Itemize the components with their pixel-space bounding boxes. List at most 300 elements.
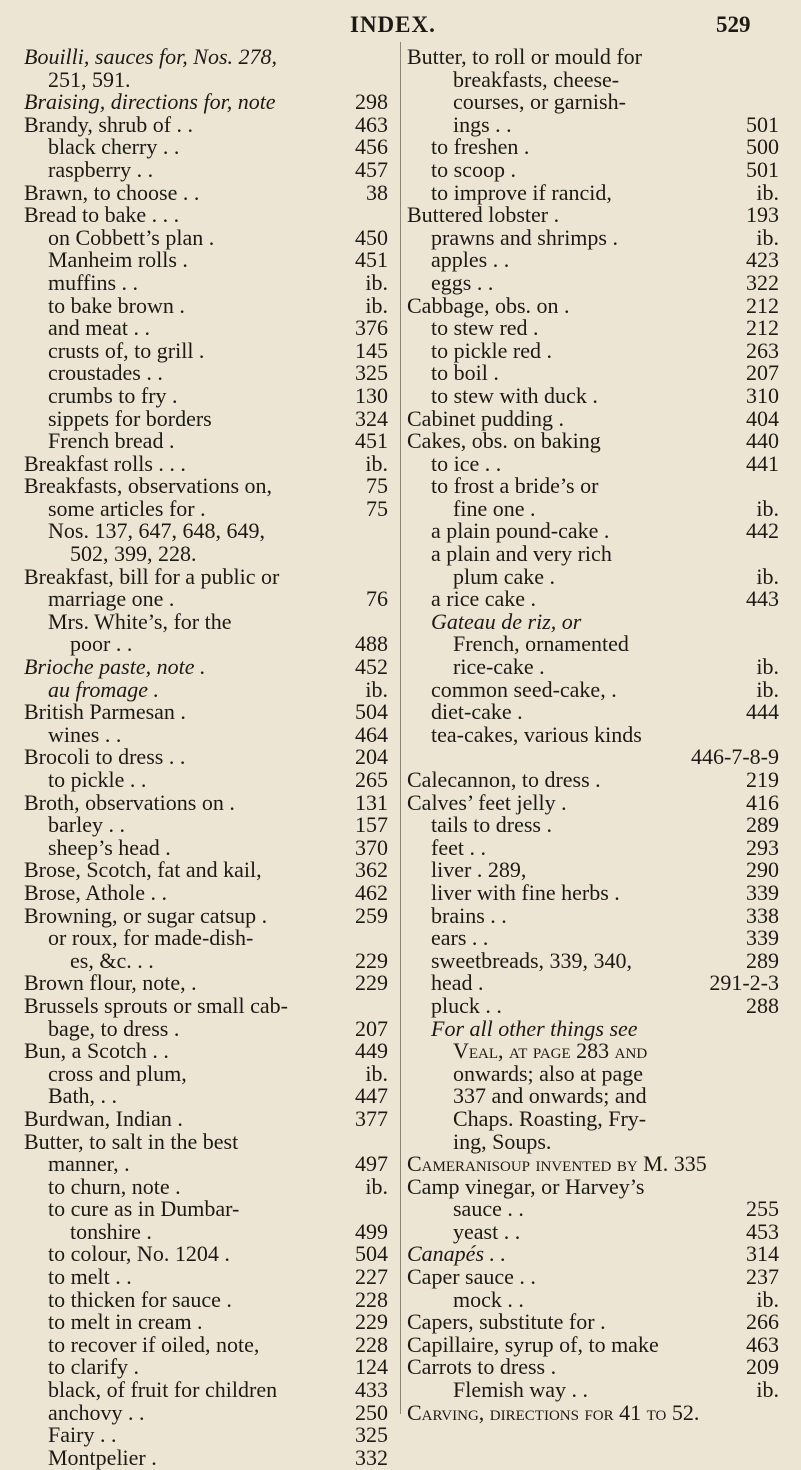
index-entry — [24, 992, 388, 1018]
index-entry-page: 204 — [355, 744, 388, 770]
index-entry-page: 322 — [746, 269, 779, 295]
index-entry-text: raspberry . . — [48, 156, 154, 182]
index-entry-page: 362 — [355, 857, 388, 883]
index-entry-page: 451 — [355, 247, 388, 273]
index-entry-text: a rice cake . — [431, 586, 537, 612]
index-entry — [24, 111, 388, 137]
index-entry — [407, 769, 779, 792]
index-entry-text: onwards; also at page — [453, 1060, 643, 1086]
index-entry-page: 38 — [366, 179, 388, 205]
index-entry-text: feet . . — [431, 834, 486, 860]
index-entry-page: 325 — [355, 360, 388, 386]
index-entry-text: to ice . . — [431, 450, 502, 476]
index-entry — [407, 269, 779, 295]
index-entry-text: pluck . . — [431, 992, 502, 1018]
index-entry-text: au fromage . — [48, 676, 160, 702]
index-entry-text: Gateau de riz, or — [431, 608, 582, 634]
index-entry-text: cross and plum, — [48, 1060, 187, 1086]
index-entry — [407, 1356, 779, 1379]
index-entry-page: 193 — [746, 202, 779, 228]
index-entry — [24, 879, 388, 905]
index-entry-text: to colour, No. 1204 . — [48, 1241, 230, 1267]
index-entry-text: Chaps. Roasting, Fry- — [453, 1105, 647, 1131]
index-entry-text: Canapés . . — [407, 1241, 506, 1267]
index-entry — [407, 676, 779, 702]
index-entry-page: 325 — [355, 1422, 388, 1448]
index-entry-text: tea-cakes, various kinds — [431, 721, 642, 747]
index-entry — [24, 1040, 388, 1063]
index-entry-text: a plain pound-cake . — [431, 518, 610, 544]
index-entry-text: Butter, to salt in the best — [24, 1128, 239, 1154]
index-entry — [407, 1311, 779, 1334]
index-entry — [407, 543, 779, 566]
index-entry-text: sheep’s head . — [48, 834, 171, 860]
index-entry-page: 504 — [355, 1241, 388, 1267]
index-entry-page: 338 — [746, 902, 779, 928]
index-entry-page: ib. — [756, 1377, 779, 1403]
index-entry-page: 446-7-8-9 — [691, 744, 779, 770]
index-entry-text: to boil . — [431, 360, 499, 386]
index-entry-text: mock . . — [453, 1286, 524, 1312]
index-entry-text: liver with fine herbs . — [431, 879, 620, 905]
index-entry-text: Capers, substitute for . — [407, 1309, 606, 1335]
index-entry — [407, 204, 779, 227]
index-entry-text: head . — [431, 970, 484, 996]
index-entry — [24, 520, 388, 543]
index-entry-text: Cakes, obs. on baking — [407, 428, 601, 454]
index-entry-text: 251, 591. — [48, 66, 131, 92]
index-entry-text: marriage one . — [48, 586, 175, 612]
index-entry — [24, 1198, 388, 1221]
index-entry — [24, 608, 388, 634]
index-entry — [407, 927, 779, 950]
index-entry — [407, 859, 779, 882]
index-entry-page: ib. — [756, 676, 779, 702]
index-entry — [24, 224, 388, 250]
index-entry-text: Cabbage, obs. on . — [407, 292, 570, 318]
index-entry-page: ib. — [365, 269, 388, 295]
index-entry — [24, 1173, 388, 1199]
index-entry — [24, 927, 388, 950]
index-entry-page: 423 — [746, 247, 779, 273]
index-entry-text: croustades . . — [48, 360, 163, 386]
index-entry-page: ib. — [365, 1173, 388, 1199]
index-entry — [407, 902, 779, 928]
index-entry-page: 416 — [746, 789, 779, 815]
index-entry-text: Breakfast, bill for a public or — [24, 563, 280, 589]
index-entry-page: 227 — [355, 1264, 388, 1290]
index-entry — [407, 136, 779, 159]
index-entry-text: Camp vinegar, or Harvey’s — [407, 1173, 645, 1199]
index-entry-text: to cure as in Dumbar- — [48, 1196, 240, 1222]
index-entry-text: brains . . — [431, 902, 507, 928]
index-entry-page: 324 — [355, 405, 388, 431]
index-entry-text: Carrots to dress . — [407, 1354, 557, 1380]
index-entry — [407, 608, 779, 634]
index-entry-page: 124 — [355, 1354, 388, 1380]
index-entry-page: ib. — [756, 495, 779, 521]
index-entry-page: 377 — [355, 1105, 388, 1131]
index-entry — [407, 1105, 779, 1131]
index-entry-text: Caper sauce . . — [407, 1264, 536, 1290]
index-entry — [24, 1060, 388, 1086]
index-entry — [24, 1243, 388, 1266]
index-entry-text: For all other things see — [431, 1015, 638, 1041]
index-entry — [407, 992, 779, 1018]
index-entry-text: 502, 399, 228. — [70, 541, 197, 567]
index-entry-text: 337 and onwards; and — [453, 1083, 647, 1109]
index-entry-page: ib. — [365, 450, 388, 476]
index-entry-text: Fairy . . — [48, 1422, 117, 1448]
index-entry-text: Broth, observations on . — [24, 789, 235, 815]
index-entry-text: sauce . . — [453, 1196, 524, 1222]
index-entry-page: 293 — [746, 834, 779, 860]
index-entry — [407, 111, 779, 137]
index-entry — [407, 91, 779, 114]
index-entry-page: 266 — [746, 1309, 779, 1335]
index-entry — [24, 46, 388, 69]
index-entry-page: 298 — [355, 89, 388, 115]
index-entry-page: 449 — [355, 1038, 388, 1064]
page-number: 529 — [716, 12, 751, 37]
index-entry-page: ib. — [756, 179, 779, 205]
index-entry-text: courses, or garnish- — [453, 89, 626, 115]
index-entry — [407, 972, 779, 995]
index-entry-page: 259 — [355, 902, 388, 928]
index-entry — [24, 430, 388, 453]
index-entry-text: Manheim rolls . — [48, 247, 188, 273]
index-entry-page: 500 — [746, 134, 779, 160]
index-entry — [407, 1331, 779, 1357]
index-entry — [24, 1085, 388, 1108]
index-entry-page: 501 — [746, 111, 779, 137]
index-entry — [24, 91, 388, 114]
index-entry-page: 290 — [746, 857, 779, 883]
index-entry-page: 501 — [746, 156, 779, 182]
index-entry-page: 376 — [355, 315, 388, 341]
index-entry-page: 229 — [355, 947, 388, 973]
index-entry — [24, 1218, 388, 1244]
index-entry — [24, 1379, 388, 1402]
index-entry — [407, 947, 779, 973]
index-entry-text: black, of fruit for children — [48, 1377, 278, 1403]
index-entry-page: ib. — [756, 563, 779, 589]
index-entry-text: Buttered lobster . — [407, 202, 560, 228]
index-entry-text: liver . 289, — [431, 857, 527, 883]
index-entry-page: 442 — [746, 518, 779, 544]
index-entry-page: ib. — [756, 1286, 779, 1312]
index-entry-text: Bath, . . — [48, 1083, 118, 1109]
index-entry-text: on Cobbett’s plan . — [48, 224, 215, 250]
index-entry — [24, 701, 388, 724]
index-entry — [407, 656, 779, 679]
index-entry-page: 207 — [746, 360, 779, 386]
index-entry — [407, 362, 779, 385]
index-entry-text: crumbs to fry . — [48, 382, 178, 408]
index-entry-text: Cameranisoup invented by M. 335 — [407, 1151, 707, 1177]
index-entry-text: black cherry . . — [48, 134, 180, 160]
index-entry-text: yeast . . — [453, 1218, 521, 1244]
index-entry-page: 314 — [746, 1241, 779, 1267]
index-entry-text: Brussels sprouts or small cab- — [24, 992, 288, 1018]
index-entry — [24, 382, 388, 408]
index-entry-page: 488 — [355, 631, 388, 657]
index-entry-page: 131 — [355, 789, 388, 815]
index-entry — [407, 834, 779, 860]
index-entry-page: 452 — [355, 654, 388, 680]
index-entry-text: Brose, Scotch, fat and kail, — [24, 857, 262, 883]
index-entry — [24, 789, 388, 815]
index-entry — [24, 972, 388, 995]
index-entry-text: Brose, Athole . . — [24, 879, 167, 905]
index-entry — [407, 588, 779, 611]
index-entry-page: 209 — [746, 1354, 779, 1380]
index-entry-page: 265 — [355, 767, 388, 792]
index-entry-page: 339 — [746, 879, 779, 905]
index-entry — [407, 1060, 779, 1086]
index-entry-text: Nos. 137, 647, 648, 649, — [48, 518, 265, 544]
index-entry — [24, 450, 388, 476]
index-entry-text: and meat . . — [48, 315, 151, 341]
index-entry-page: 75 — [366, 473, 388, 499]
index-entry-text: sweetbreads, 339, 340, — [431, 947, 633, 973]
index-entry-text: to melt . . — [48, 1264, 132, 1290]
index-entry — [407, 633, 779, 656]
index-entry — [407, 1379, 779, 1402]
index-entry-page: ib. — [365, 292, 388, 318]
index-entry-text: Breakfast rolls . . . — [24, 450, 186, 476]
index-entry — [24, 1331, 388, 1357]
index-entry — [24, 769, 388, 792]
index-entry-text: to scoop . — [431, 156, 516, 182]
index-entry-text: to clarify . — [48, 1354, 140, 1380]
index-entry-text: Brioche paste, note . — [24, 654, 206, 680]
index-entry-text: to churn, note . — [48, 1173, 181, 1199]
index-entry-text: plum cake . — [453, 563, 556, 589]
index-entry-text: Browning, or sugar catsup . — [24, 902, 268, 928]
index-entry-text: eggs . . — [431, 269, 494, 295]
index-entry — [24, 834, 388, 860]
page-header — [0, 12, 801, 42]
index-entry — [24, 676, 388, 702]
index-entry-text: British Parmesan . — [24, 699, 186, 725]
index-entry-page: 332 — [355, 1444, 388, 1470]
index-entry — [24, 1424, 388, 1447]
index-entry-page: 497 — [355, 1151, 388, 1177]
index-entry-text: prawns and shrimps . — [431, 224, 618, 250]
index-entry-text: or roux, for made-dish- — [48, 925, 254, 951]
index-entry-text: to recover if oiled, note, — [48, 1331, 260, 1357]
index-entry-text: Capillaire, syrup of, to make — [407, 1331, 659, 1357]
index-entry-text: ing, Soups. — [453, 1128, 552, 1154]
index-entry-text: to pickle . . — [48, 767, 147, 792]
index-entry — [24, 947, 388, 973]
index-entry-text: apples . . — [431, 247, 510, 273]
index-entry — [24, 179, 388, 205]
index-entry — [407, 317, 779, 340]
index-entry — [24, 495, 388, 521]
index-entry — [24, 1105, 388, 1131]
index-entry-page: 462 — [355, 879, 388, 905]
index-entry — [407, 789, 779, 815]
index-entry-page: 339 — [746, 925, 779, 951]
index-entry — [407, 814, 779, 837]
index-entry — [24, 1356, 388, 1379]
index-entry-text: to stew with duck . — [431, 382, 598, 408]
index-entry — [407, 1243, 779, 1266]
index-entry-page: 229 — [355, 1309, 388, 1335]
index-entry-page: 444 — [746, 699, 779, 725]
index-entry-page: 212 — [746, 315, 779, 341]
index-entry-text: Mrs. White’s, for the — [48, 608, 232, 634]
index-entry-text: Bread to bake . . . — [24, 202, 180, 228]
index-entry-text: Breakfasts, observations on, — [24, 473, 273, 499]
index-entry — [24, 1266, 388, 1289]
index-entry-page: 463 — [355, 111, 388, 137]
index-entry-text: sippets for borders — [48, 405, 212, 431]
index-entry-page: 370 — [355, 834, 388, 860]
index-entry-text: to frost a bride’s or — [431, 473, 599, 499]
index-entry — [407, 66, 779, 92]
index-entry — [24, 814, 388, 837]
index-entry — [407, 292, 779, 318]
index-entry-page: 499 — [355, 1218, 388, 1244]
index-entry — [407, 405, 779, 431]
index-entry-text: Calves’ feet jelly . — [407, 789, 567, 815]
index-entry — [24, 1399, 388, 1425]
index-entry — [407, 495, 779, 521]
index-entry-text: to freshen . — [431, 134, 530, 160]
index-entry-text: Montpelier . — [48, 1444, 157, 1470]
index-entry-text: Butter, to roll or mould for — [407, 44, 642, 69]
index-entry — [407, 382, 779, 408]
index-entry — [407, 879, 779, 905]
index-entry — [407, 224, 779, 250]
index-entry-page: 207 — [355, 1015, 388, 1041]
index-entry-page: 76 — [366, 586, 388, 612]
index-entry — [24, 1153, 388, 1176]
index-entry-page: ib. — [365, 1060, 388, 1086]
index-entry-page: 145 — [355, 337, 388, 363]
index-entry-page: 289 — [746, 812, 779, 838]
index-entry — [24, 66, 388, 92]
index-entry-text: wines . . — [48, 721, 122, 747]
index-entry-text: Cabinet pudding . — [407, 405, 565, 431]
index-entry — [24, 475, 388, 498]
index-entry-text: tonshire . — [70, 1218, 152, 1244]
index-entry-page: 463 — [746, 1331, 779, 1357]
index-entry — [407, 520, 779, 543]
index-entry-text: Burdwan, Indian . — [24, 1105, 183, 1131]
index-entry-text: Bouilli, sauces for, Nos. 278, — [24, 44, 278, 69]
index-entry-page: 441 — [746, 450, 779, 476]
index-entry — [407, 1286, 779, 1312]
index-entry — [407, 1040, 779, 1063]
index-entry-page: 451 — [355, 428, 388, 454]
index-entry — [24, 292, 388, 318]
index-entry-text: manner, . — [48, 1151, 130, 1177]
index-entry-text: Braising, directions for, note — [24, 89, 276, 115]
index-entry-page: 75 — [366, 495, 388, 521]
index-entry-text: ings . . — [453, 111, 512, 137]
index-entry-page: 157 — [355, 812, 388, 838]
index-entry-text: bage, to dress . — [48, 1015, 180, 1041]
index-entry-text: anchovy . . — [48, 1399, 145, 1425]
index-entry-text: to improve if rancid, — [431, 179, 612, 205]
index-entry-page: 255 — [746, 1196, 779, 1222]
index-entry-page: 450 — [355, 224, 388, 250]
index-entry — [24, 746, 388, 769]
index-entry — [407, 475, 779, 498]
right-index-column — [400, 42, 781, 1425]
index-entry — [24, 721, 388, 747]
index-entry-page: 457 — [355, 156, 388, 182]
index-entry-page: 130 — [355, 382, 388, 408]
index-entry — [24, 902, 388, 928]
index-entry-text: Calecannon, to dress . — [407, 767, 601, 792]
index-entry — [24, 1444, 388, 1470]
index-entry — [407, 1198, 779, 1221]
index-entry — [24, 317, 388, 340]
index-entry-page: 440 — [746, 428, 779, 454]
index-entry-page: 456 — [355, 134, 388, 160]
index-entry — [407, 430, 779, 453]
index-entry — [407, 1218, 779, 1244]
index-entry — [24, 1311, 388, 1334]
index-entry-text: French, ornamented — [453, 631, 629, 657]
index-entry — [24, 859, 388, 882]
index-entry — [24, 588, 388, 611]
index-entry-text: Veal, at page 283 and — [453, 1038, 648, 1064]
index-entry — [407, 1153, 779, 1176]
index-entry-page: 453 — [746, 1218, 779, 1244]
index-entry-page: 310 — [746, 382, 779, 408]
index-entry-page: ib. — [365, 676, 388, 702]
index-entry-page: ib. — [756, 654, 779, 680]
index-entry-text: ears . . — [431, 925, 489, 951]
index-entry-text: to stew red . — [431, 315, 539, 341]
index-entry — [407, 1173, 779, 1199]
index-entry — [24, 337, 388, 363]
index-entry-text: fine one . — [453, 495, 536, 521]
index-entry-text: es, &c. . . — [70, 947, 154, 973]
index-entry — [24, 1128, 388, 1154]
index-entry-page: 443 — [746, 586, 779, 612]
index-entry-page: 228 — [355, 1286, 388, 1312]
index-entry-text: barley . . — [48, 812, 125, 838]
index-entry — [407, 179, 779, 205]
index-entry — [24, 1286, 388, 1312]
index-entry-text: Carving, directions for 41 to 52. — [407, 1399, 700, 1425]
index-entry — [407, 156, 779, 182]
index-entry — [407, 563, 779, 589]
index-entry-text: muffins . . — [48, 269, 139, 295]
index-entry-page: 288 — [746, 992, 779, 1018]
index-entry-page: 228 — [355, 1331, 388, 1357]
right-index-entries — [407, 46, 779, 1424]
index-entry-page: 219 — [746, 767, 779, 792]
index-entry-page: 263 — [746, 337, 779, 363]
index-entry-text: Brandy, shrub of . . — [24, 111, 194, 137]
index-entry-text: Brocoli to dress . . — [24, 744, 186, 770]
index-entry — [407, 1399, 779, 1425]
index-entry-page: 229 — [355, 970, 388, 996]
index-entry — [407, 450, 779, 476]
index-entry-text: to pickle red . — [431, 337, 552, 363]
index-entry-text: some articles for . — [48, 495, 206, 521]
index-entry-text: to bake brown . — [48, 292, 185, 318]
index-entry — [24, 563, 388, 589]
